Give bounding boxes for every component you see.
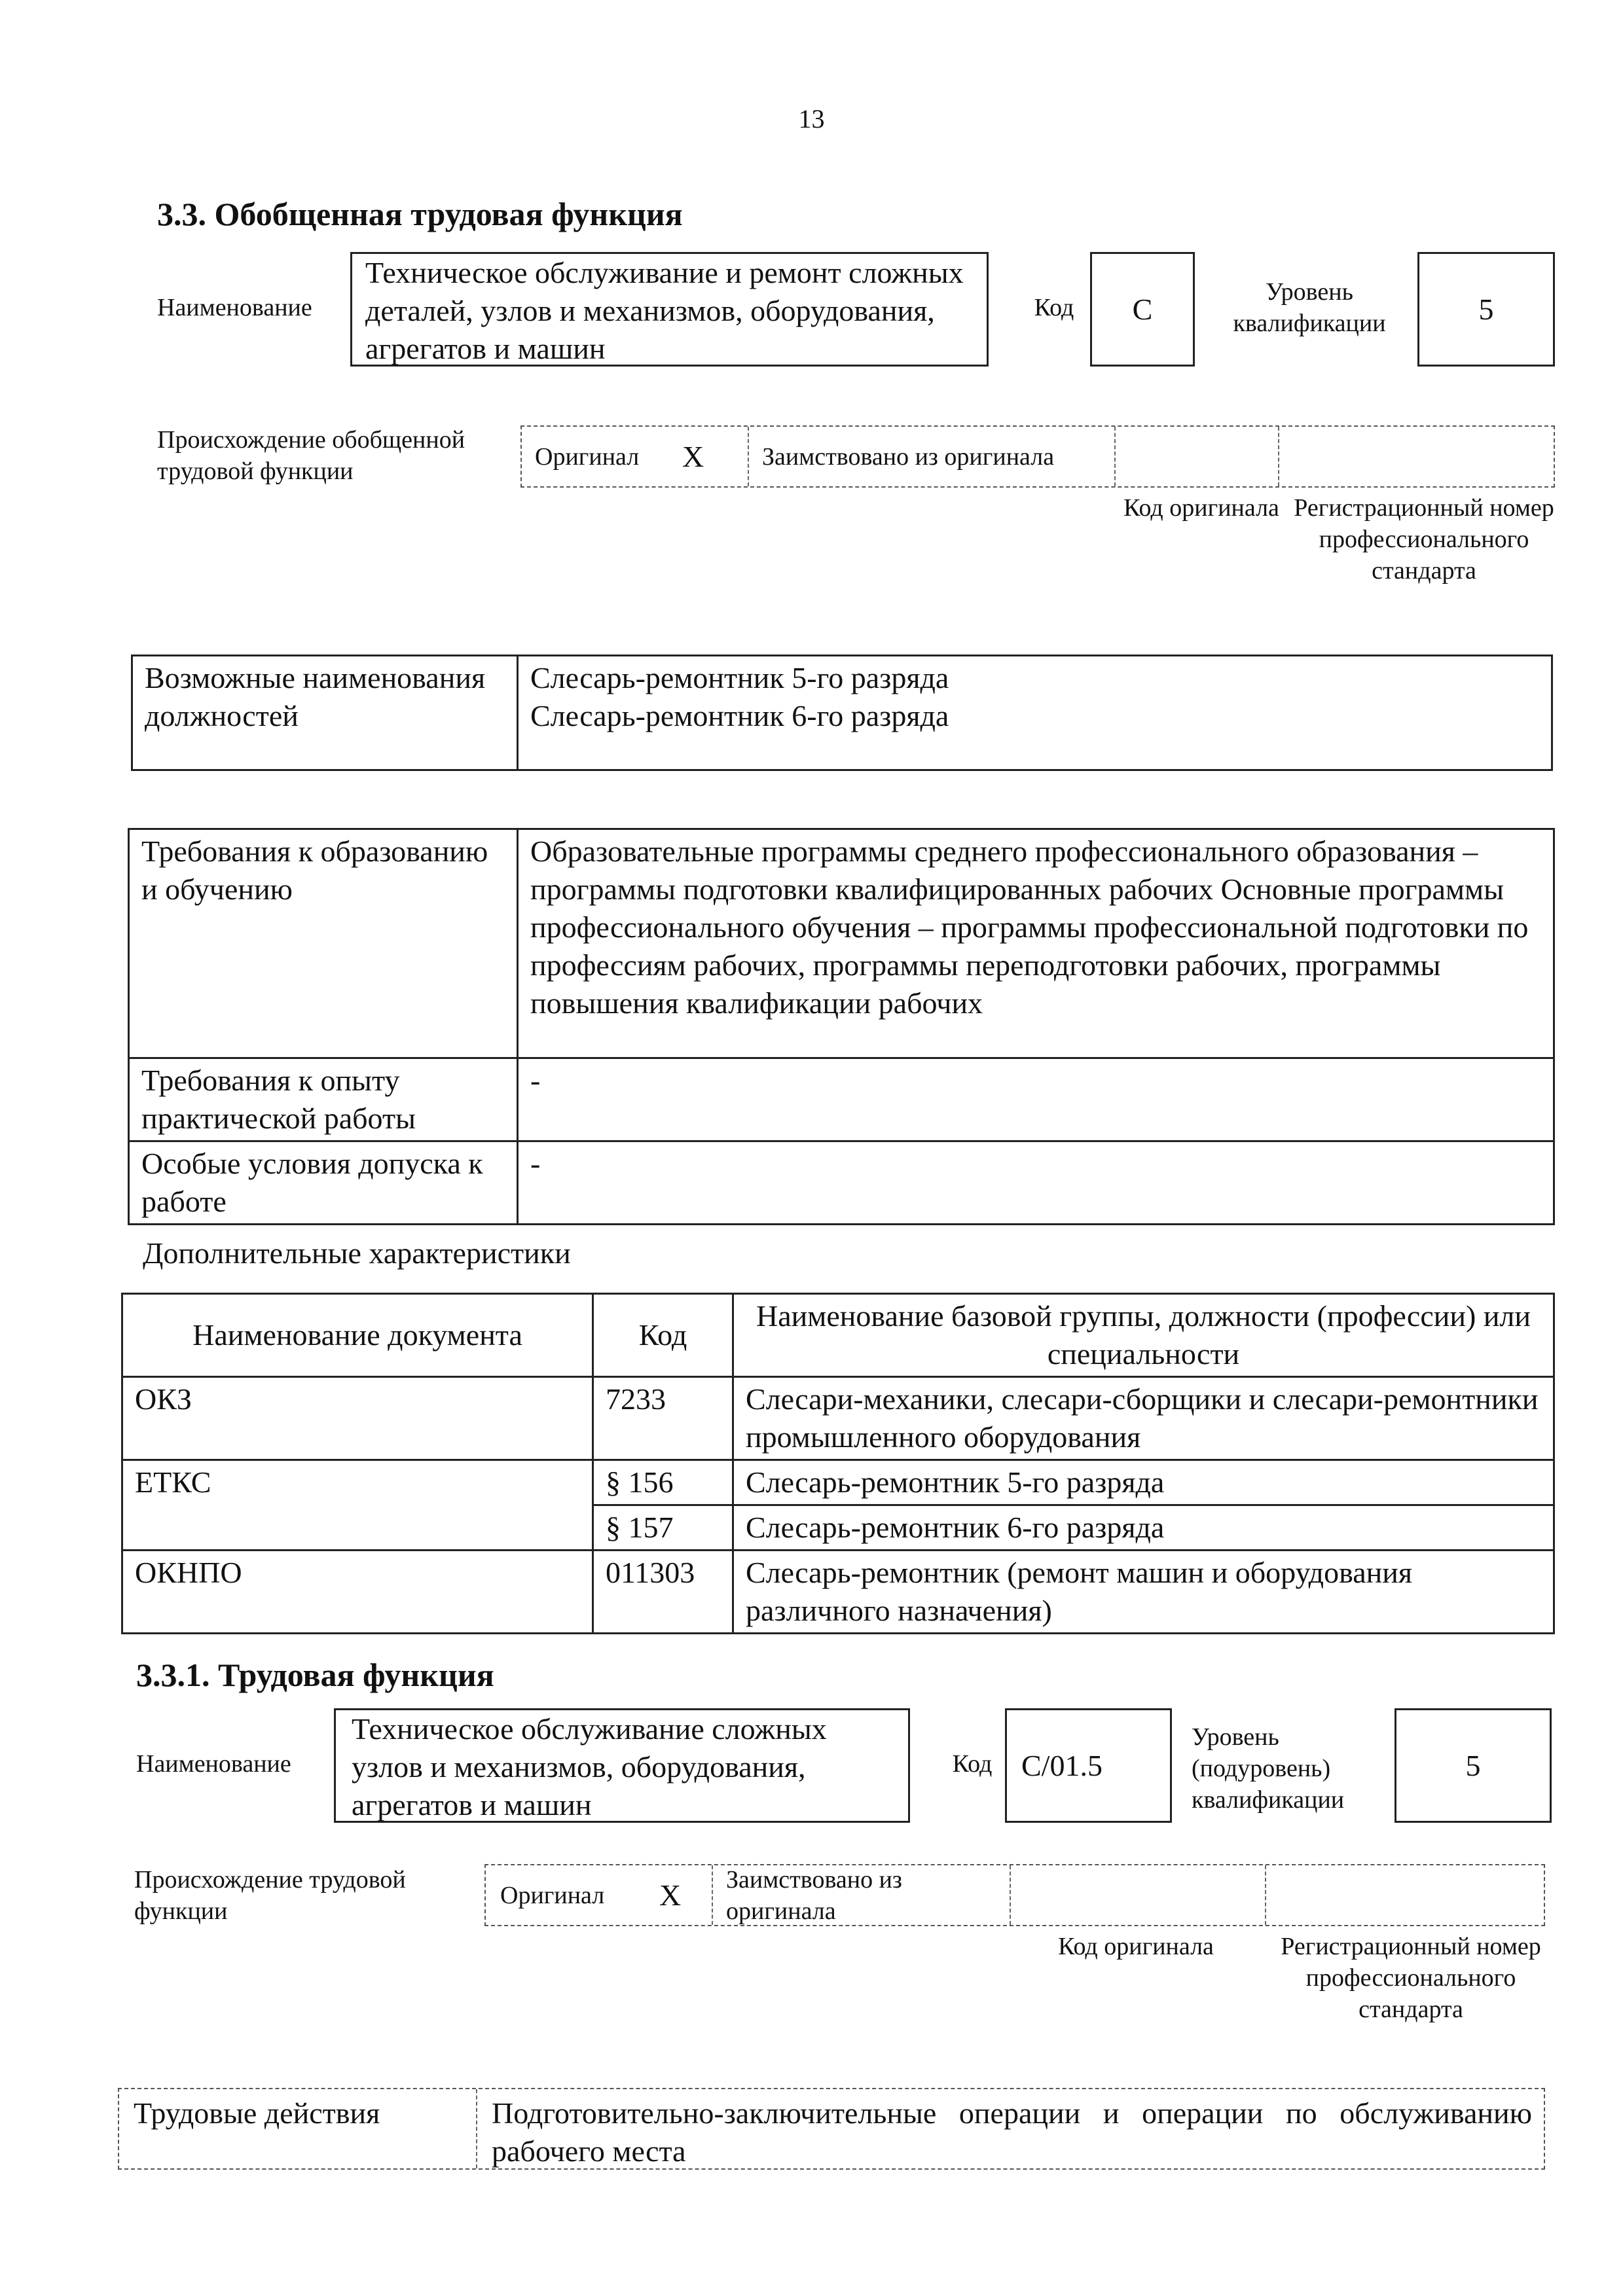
position-item: Слесарь-ремонтник 5-го разряда: [530, 661, 949, 694]
education-label: Требования к образованию и обучению: [129, 829, 518, 1058]
tf-original-mark: X: [659, 1878, 682, 1912]
tf-origin-label: Происхождение трудовой функции: [134, 1866, 406, 1925]
section-3-3-title: 3.3. Обобщенная трудовая функция: [157, 196, 683, 232]
code-original-cell: [1114, 427, 1278, 486]
positions-table: [131, 655, 1553, 771]
row-name: Слесарь-ремонтник (ремонт машин и оборудования различного назначения): [733, 1551, 1554, 1634]
row-name: Слесарь-ремонтник 5-го разряда: [733, 1460, 1554, 1505]
additional-title: Дополнительные характеристики: [143, 1236, 571, 1270]
tf-code-value: С/01.5: [1005, 1708, 1172, 1823]
gtf-name-value: Техническое обслуживание и ремонт сложных деталей, узлов и механизмов, оборудования, агрегатов и машин: [350, 252, 989, 367]
reg-number-cell: [1278, 427, 1556, 486]
gtf-origin-row: [520, 425, 1555, 488]
gtf-name-label: Наименование: [157, 294, 312, 321]
tf-reg-number-cell: [1265, 1865, 1546, 1925]
gtf-code-value: С: [1090, 252, 1195, 367]
gtf-code-label: Код: [1034, 294, 1074, 321]
row-code: § 156: [593, 1460, 733, 1505]
position-item: Слесарь-ремонтник 6-го разряда: [530, 699, 949, 732]
original-label: Оригинал: [535, 442, 640, 471]
table-row: [122, 1460, 1554, 1505]
admission-label: Особые условия допуска к работе: [129, 1141, 518, 1225]
row-doc: ОКЗ: [122, 1377, 593, 1460]
header-name: Наименование базовой группы, должности (профессии) или специальности: [733, 1294, 1554, 1377]
tf-name-value: Техническое обслуживание сложных узлов и механизмов, оборудования, агрегатов и машин: [334, 1708, 910, 1823]
original-mark: X: [682, 439, 704, 473]
labor-actions-label: Трудовые действия: [134, 2096, 380, 2130]
gtf-origin-label: Происхождение обобщенной трудовой функции: [157, 426, 465, 485]
reg-number-caption: Регистрационный номер профессионального стандарта: [1294, 494, 1554, 584]
gtf-level-label: Уровень квалификации: [1233, 278, 1386, 337]
tf-level-value: 5: [1395, 1708, 1552, 1823]
labor-actions-value: Подготовительно-заключительные операции и операции по обслуживанию рабочего места: [476, 2089, 1546, 2168]
experience-value: -: [518, 1058, 1554, 1141]
borrowed-label: Заимствовано из оригинала: [748, 427, 1114, 486]
tf-original-label: Оригинал: [500, 1881, 605, 1909]
gtf-level-value: 5: [1417, 252, 1555, 367]
tf-origin-row: [484, 1864, 1545, 1926]
row-code: 7233: [593, 1377, 733, 1460]
positions-values: [518, 656, 1552, 770]
row-code: 011303: [593, 1551, 733, 1634]
row-code: § 157: [593, 1505, 733, 1551]
requirements-table: [128, 828, 1555, 1225]
section-3-3-1-title: 3.3.1. Трудовая функция: [136, 1657, 494, 1693]
tf-code-original-caption: Код оригинала: [1058, 1933, 1214, 1960]
admission-value: -: [518, 1141, 1554, 1225]
positions-label: Возможные наименования должностей: [132, 656, 518, 770]
row-doc: ОКНПО: [122, 1551, 593, 1634]
experience-label: Требования к опыту практической работы: [129, 1058, 518, 1141]
labor-actions-row: [118, 2088, 1545, 2170]
row-doc: ЕТКС: [122, 1460, 593, 1551]
page-number: 13: [798, 104, 825, 134]
header-code: Код: [593, 1294, 733, 1377]
additional-table: [121, 1293, 1555, 1634]
header-doc: Наименование документа: [122, 1294, 593, 1377]
education-value: Образовательные программы среднего профессионального образования – программы подготовки квалифицированных рабочих Основные программы профессионального обучения – программы профессиональной подготовки по профессиям рабочих, программы переподготовки рабочих, программы повышения квалификации рабочих: [518, 829, 1554, 1058]
tf-name-label: Наименование: [136, 1750, 291, 1778]
table-row: [122, 1551, 1554, 1634]
tf-code-original-cell: [1010, 1865, 1265, 1925]
tf-code-label: Код: [952, 1750, 993, 1778]
tf-level-label: Уровень (подуровень) квалификации: [1192, 1723, 1345, 1814]
tf-reg-number-caption: Регистрационный номер профессионального стандарта: [1281, 1933, 1541, 2023]
table-row: [122, 1377, 1554, 1460]
tf-borrowed-label: Заимствовано из оригинала: [712, 1865, 1010, 1925]
row-name: Слесари-механики, слесари-сборщики и слесари-ремонтники промышленного оборудования: [733, 1377, 1554, 1460]
code-original-caption: Код оригинала: [1123, 494, 1279, 522]
row-name: Слесарь-ремонтник 6-го разряда: [733, 1505, 1554, 1551]
